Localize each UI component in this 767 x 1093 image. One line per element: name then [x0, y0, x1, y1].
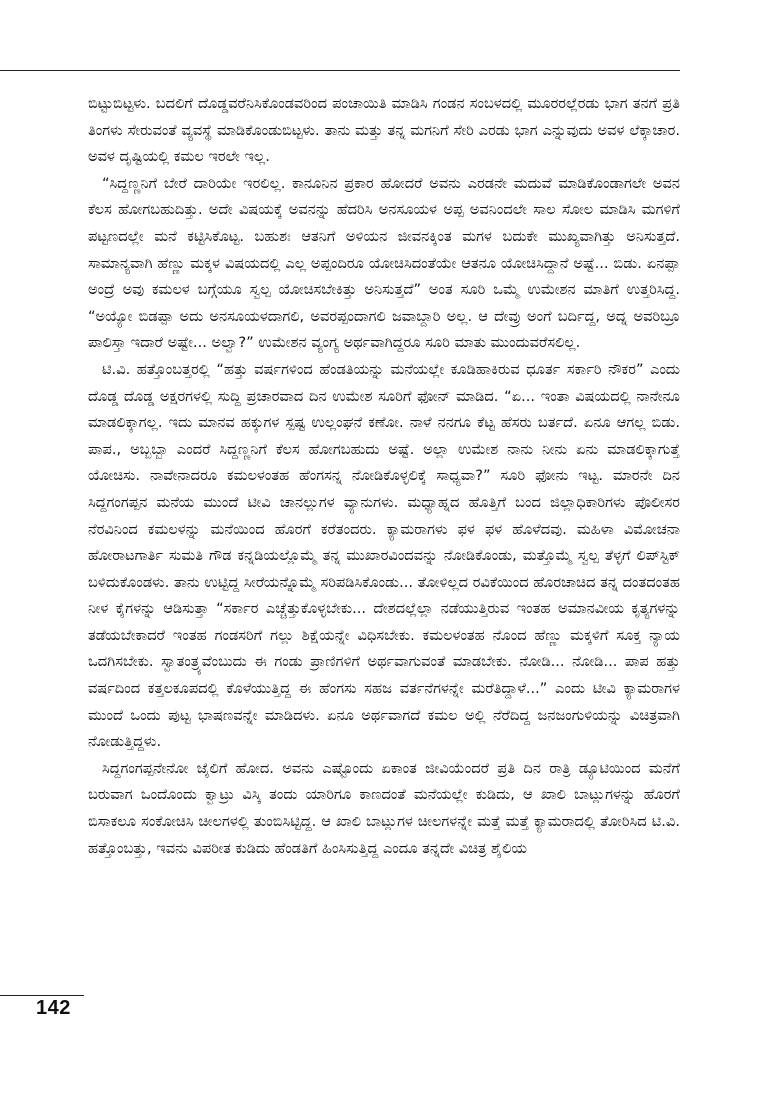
- footer-rule: [0, 995, 84, 996]
- paragraph: ಸಿದ್ದಗಂಗಪ್ಪನೇನೋ ಜೈಲಿಗೆ ಹೋದ. ಅವನು ಎಷ್ಟೊಂದು ಏಕಾಂತ ಜೀವಿಯೆಂದರೆ ಪ್ರತಿ ದಿನ ರಾತ್ರಿ ಡ್ಯೂಟಿಯಿಂದ ಮನೆಗೆ ಬರುವಾಗ ಒಂದೊಂದು ಕ್ವಾಟ್ರು ವಿಸ್ಕಿ ತಂದು ಯಾರಿಗೂ ಕಾಣದಂತೆ ಮನೆಯಲ್ಲೇ ಕುಡಿದು, ಆ ಖಾಲಿ ಬಾಟ್ಲುಗಳನ್ನು ಹೊರಗೆ ಬಿಸಾಕಲೂ ಸಂಕೋಚಿಸಿ ಚೀಲಗಳಲ್ಲಿ ತುಂಬಿಸಿಟ್ಟಿದ್ದ. ಆ ಖಾಲಿ ಬಾಟ್ಲುಗಳ ಚೀಲಗಳನ್ನೇ ಮತ್ತೆ ಮತ್ತೆ ಕ್ಯಾಮರಾದಲ್ಲಿ ತೋರಿಸಿದ ಟಿ.ವಿ. ಹತ್ತೊಂಬತ್ತು, ಇವನು ವಿಪರೀತ ಕುಡಿದು ಹೆಂಡತಿಗೆ ಹಿಂಸಿಸುತ್ತಿದ್ದ ಎಂದೂ ತನ್ನದೇ ವಿಚಿತ್ರ ಶೈಲಿಯ: [88, 759, 680, 857]
- page-number: 142: [36, 997, 71, 1019]
- page-body: [88, 91, 680, 862]
- paragraph: ಬಿಟ್ಟುಬಿಟ್ಟಳು. ಬದಲಿಗೆ ದೊಡ್ಡವರೆನಿಸಿಕೊಂಡವರಿಂದ ಪಂಚಾಯಿತಿ ಮಾಡಿಸಿ ಗಂಡನ ಸಂಬಳದಲ್ಲಿ ಮೂರರಲ್ಲೆರಡು ಭಾಗ ತನಗೆ ಪ್ರತಿ ತಿಂಗಳು ಸೇರುವಂತೆ ವ್ಯವಸ್ಥೆ ಮಾಡಿಕೊಂಡುಬಿಟ್ಟಳು. ತಾನು ಮತ್ತು ತನ್ನ ಮಗನಿಗೆ ಸೇರಿ ಎರಡು ಭಾಗ ಎನ್ನುವುದು ಅವಳ ಲೆಕ್ಕಾಚಾರ. ಅವಳ ದೃಷ್ಟಿಯಲ್ಲಿ ಕಮಲ ಇರಲೇ ಇಲ್ಲ.: [88, 95, 680, 166]
- header-rule: [0, 70, 680, 71]
- paragraph: “ಸಿದ್ದಣ್ಣನಿಗೆ ಬೇರೆ ದಾರಿಯೇ ಇರಲಿಲ್ಲ. ಕಾನೂನಿನ ಪ್ರಕಾರ ಹೋದರೆ ಅವನು ಎರಡನೇ ಮದುವೆ ಮಾಡಿಕೊಂಡಾಗಲೇ ಅವನ ಕೆಲಸ ಹೋಗಬಹುದಿತ್ತು. ಅದೇ ವಿಷಯಕ್ಕೆ ಅವನನ್ನು ಹೆದರಿಸಿ ಅನಸೂಯಳ ಅಪ್ಪ ಅವನಿಂದಲೇ ಸಾಲ ಸೋಲ ಮಾಡಿಸಿ ಮಗಳಿಗೆ ಪಟ್ಟಣದಲ್ಲೇ ಮನೆ ಕಟ್ಟಿಸಿಕೊಟ್ಟ. ಬಹುಶಃ ಆತನಿಗೆ ಅಳಿಯನ ಜೀವನಕ್ಕಿಂತ ಮಗಳ ಬದುಕೇ ಮುಖ್ಯವಾಗಿತ್ತು ಅನಿಸುತ್ತದೆ. ಸಾಮಾನ್ಯವಾಗಿ ಹೆಣ್ಣು ಮಕ್ಕಳ ವಿಷಯದಲ್ಲಿ ಎಲ್ಲ ಅಪ್ಪಂದಿರೂ ಯೋಚಿಸಿದಂತೆಯೇ ಆತನೂ ಯೋಚಿಸಿದ್ದಾನೆ ಅಷ್ಟೆ... ಬಿಡು. ಏನಪ್ಪಾ ಅಂದ್ರೆ ಅವು ಕಮಲಳ ಬಗ್ಗೆಯೂ ಸ್ವಲ್ಪ ಯೋಚಿಸಬೇಕಿತ್ತು ಅನಿಸುತ್ತದೆ” ಅಂತ ಸೂರಿ ಒಮ್ಮೆ ಉಮೇಶನ ಮಾತಿಗೆ ಉತ್ತರಿಸಿದ್ದ. “ಅಯ್ಯೋ ಬಿಡಪ್ಪಾ ಅದು ಅನಸೂಯಳದಾಗಲಿ, ಅವರಪ್ಪಂದಾಗಲಿ ಜವಾಬ್ದಾರಿ ಅಲ್ಲ. ಆ ದೇವ್ರು ಅಂಗೆ ಬರ್ದಿದ್ದ, ಅದ್ನ ಅವರಿಬ್ರೂ ಪಾಲಿಸ್ತಾ ಇದಾರೆ ಅಷ್ಟೇ... ಅಲ್ವಾ?” ಉಮೇಶನ ವ್ಯಂಗ್ಯ ಅರ್ಥವಾಗಿದ್ದರೂ ಸೂರಿ ಮಾತು ಮುಂದುವರೆಸಲಿಲ್ಲ.: [88, 174, 680, 352]
- paragraph: ಟಿ.ವಿ. ಹತ್ತೊಂಬತ್ತರಲ್ಲಿ “ಹತ್ತು ವರ್ಷಗಳಿಂದ ಹೆಂಡತಿಯನ್ನು ಮನೆಯಲ್ಲೇ ಕೂಡಿಹಾಕಿರುವ ಧೂರ್ತ ಸರ್ಕಾರಿ ನೌಕರ” ಎಂದು ದೊಡ್ಡ ದೊಡ್ಡ ಅಕ್ಷರಗಳಲ್ಲಿ ಸುದ್ದಿ ಪ್ರಚಾರವಾದ ದಿನ ಉಮೇಶ ಸೂರಿಗೆ ಫೋನ್ ಮಾಡಿದ. “ಏ... ಇಂತಾ ವಿಷಯದಲ್ಲಿ ನಾನೇನೂ ಮಾಡಲಿಕ್ಕಾಗಲ್ಲ. ಇದು ಮಾನವ ಹಕ್ಕುಗಳ ಸ್ಪಷ್ಟ ಉಲ್ಲಂಘನೆ ಕಣೋ. ನಾಳೆ ನನಗೂ ಕೆಟ್ಟ ಹೆಸರು ಬರ್ತದೆ. ಏನೂ ಆಗಲ್ಲ ಬಿಡು. ಪಾಪ., ಅಬ್ಬಬ್ಬಾ ಎಂದರೆ ಸಿದ್ದಣ್ಣನಿಗೆ ಕೆಲಸ ಹೋಗಬಹುದು ಅಷ್ಟೆ. ಅಲ್ಲಾ ಉಮೇಶ ನಾನು ನೀನು ಏನು ಮಾಡಲಿಕ್ಕಾಗುತ್ತೆ ಯೋಚಿಸು. ನಾವೇನಾದರೂ ಕಮಲಳಂತಹ ಹೆಂಗಸನ್ನ ನೋಡಿಕೊಳ್ಳಲಿಕ್ಕೆ ಸಾಧ್ಯವಾ?” ಸೂರಿ ಫೋನು ಇಟ್ಟ. ಮಾರನೇ ದಿನ ಸಿದ್ದಗಂಗಪ್ಪನ ಮನೆಯ ಮುಂದೆ ಟೀವಿ ಚಾನಲ್ಲುಗಳ ವ್ಯಾನುಗಳು. ಮಧ್ಯಾಹ್ನದ ಹೊತ್ತಿಗೆ ಬಂದ ಜಿಲ್ಲಾಧಿಕಾರಿಗಳು ಪೊಲೀಸರ ನೆರವಿನಿಂದ ಕಮಲಳನ್ನು ಮನೆಯಿಂದ ಹೊರಗೆ ಕರೆತಂದರು. ಕ್ಯಾಮರಾಗಳು ಫಳ ಫಳ ಹೊಳೆದವು. ಮಹಿಳಾ ವಿಮೋಚನಾ ಹೋರಾಟಗಾರ್ತಿ ಸುಮತಿ ಗೌಡ ಕನ್ನಡಿಯಲ್ಲೊಮ್ಮೆ ತನ್ನ ಮುಖಾರವಿಂದವನ್ನು ನೋಡಿಕೊಂಡು, ಮತ್ತೊಮ್ಮೆ ಸ್ವಲ್ಪ ತೆಳ್ಳಗೆ ಲಿಪ್‌ಸ್ಟಿಕ್ ಬಳಿದುಕೊಂಡಳು. ತಾನು ಉಟ್ಟಿದ್ದ ಸೀರೆಯನ್ನೊಮ್ಮೆ ಸರಿಪಡಿಸಿಕೊಂಡು... ತೋಳಿಲ್ಲದ ರವಿಕೆಯಿಂದ ಹೊರಚಾಚಿದ ತನ್ನ ದಂತದಂತಹ ನೀಳ ಕೈಗಳನ್ನು ಆಡಿಸುತ್ತಾ “ಸರ್ಕಾರ ಎಚ್ಚೆತ್ತುಕೊಳ್ಳಬೇಕು... ದೇಶದಲ್ಲೆಲ್ಲಾ ನಡೆಯುತ್ತಿರುವ ಇಂತಹ ಅಮಾನವೀಯ ಕೃತ್ಯಗಳನ್ನು ತಡೆಯಬೇಕಾದರೆ ಇಂತಹ ಗಂಡಸರಿಗೆ ಗಲ್ಲು ಶಿಕ್ಷೆಯನ್ನೇ ವಿಧಿಸಬೇಕು. ಕಮಲಳಂತಹ ನೊಂದ ಹೆಣ್ಣು ಮಕ್ಕಳಿಗೆ ಸೂಕ್ತ ನ್ಯಾಯ ಒದಗಿಸಬೇಕು. ಸ್ವಾತಂತ್ರ್ಯವೆಂಬುದು ಈ ಗಂಡು ಪ್ರಾಣಿಗಳಿಗೆ ಅರ್ಥವಾಗುವಂತೆ ಮಾಡಬೇಕು. ನೋಡಿ... ನೋಡಿ... ಪಾಪ ಹತ್ತು ವರ್ಷದಿಂದ ಕತ್ತಲಕೂಪದಲ್ಲಿ ಕೊಳೆಯುತ್ತಿದ್ದ ಈ ಹೆಂಗಸು ಸಹಜ ವರ್ತನೆಗಳನ್ನೇ ಮರೆತಿದ್ದಾಳೆ...” ಎಂದು ಟೀವಿ ಕ್ಯಾಮರಾಗಳ ಮುಂದೆ ಒಂದು ಪುಟ್ಟ ಭಾಷಣವನ್ನೇ ಮಾಡಿದಳು. ಏನೂ ಅರ್ಥವಾಗದೆ ಕಮಲ ಅಲ್ಲಿ ನೆರೆದಿದ್ದ ಜನಜಂಗುಳಿಯನ್ನು ವಿಚಿತ್ರವಾಗಿ ನೋಡುತ್ತಿದ್ದಳು.: [88, 360, 680, 751]
